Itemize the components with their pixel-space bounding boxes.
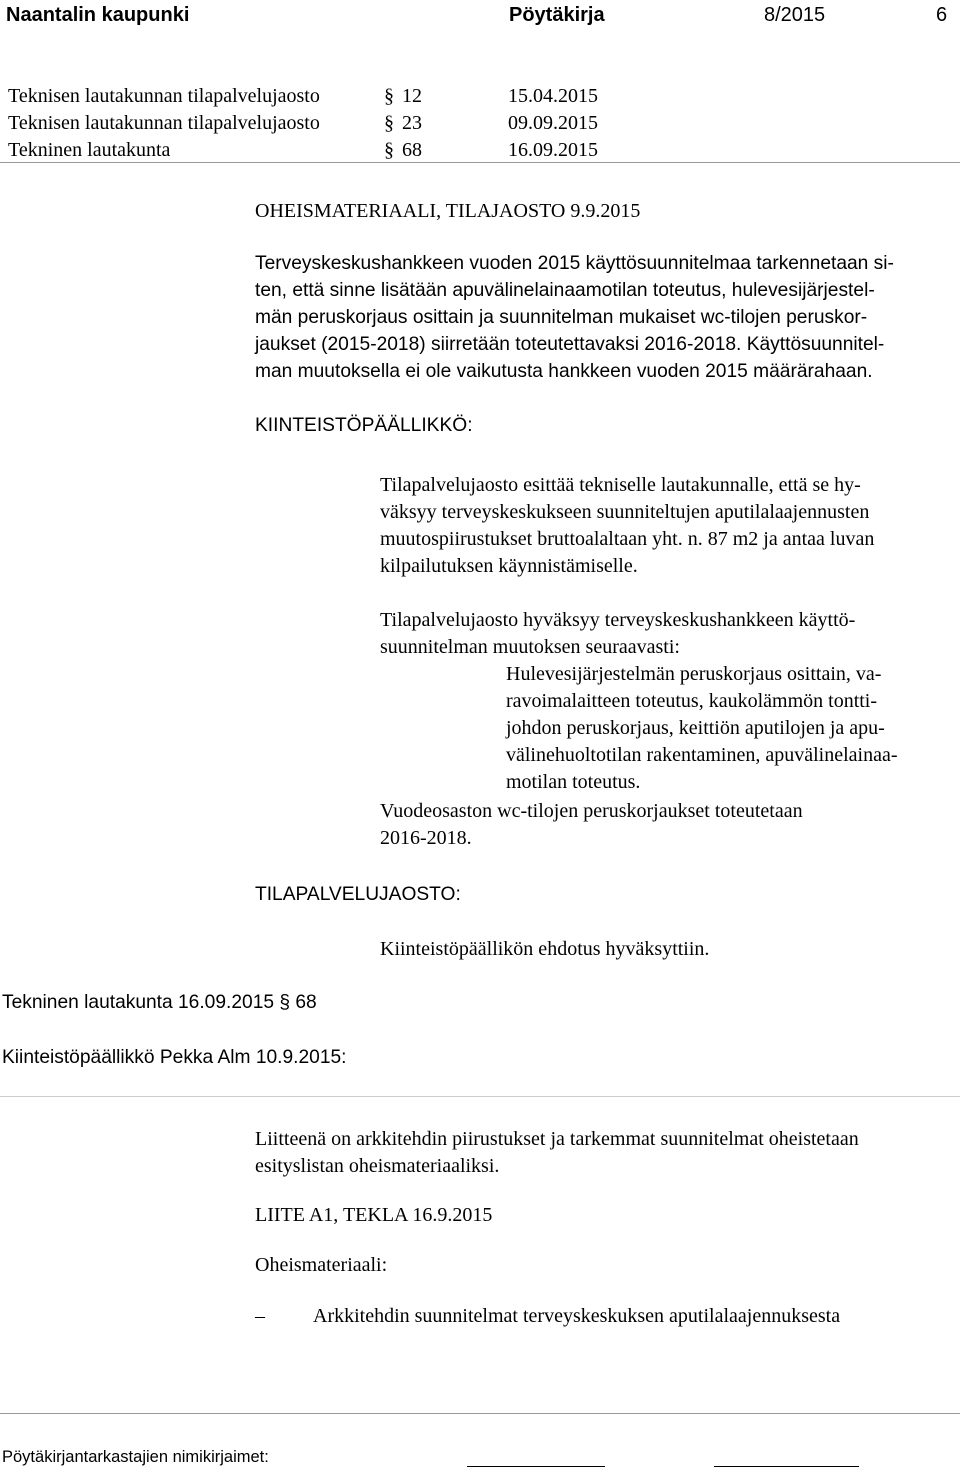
page-number: 6 xyxy=(936,4,948,26)
text-line: kilpailutuksen käynnistämiselle. xyxy=(380,555,638,577)
municipality-name: Naantalin kaupunki xyxy=(6,4,190,26)
board-reference: Tekninen lautakunta 16.09.2015 § 68 xyxy=(2,992,317,1013)
document-number: 8/2015 xyxy=(764,4,826,26)
text-line: Tilapalvelujaosto hyväksyy terveyskeskushankkeen käyttö- xyxy=(380,609,856,631)
text-line: man muutoksella ei ole vaikutusta hankkeen vuoden 2015 määrärahaan. xyxy=(255,361,873,382)
text-line: Hulevesijärjestelmän peruskorjaus osittain, va- xyxy=(506,663,882,685)
attachment-paragraph xyxy=(255,1126,859,1180)
section-symbol: § xyxy=(384,112,394,134)
text-line: motilan toteutus. xyxy=(506,771,641,793)
meeting-row xyxy=(8,83,948,110)
text-line: väksyy terveyskeskukseen suunniteltujen aputilalaajennusten xyxy=(380,501,870,523)
meeting-date: 09.09.2015 xyxy=(508,112,598,134)
document-type: Pöytäkirja xyxy=(509,4,605,26)
text-line: Terveyskeskushankkeen vuoden 2015 käyttösuunnitelmaa tarkennetaan si- xyxy=(255,253,894,274)
section-title: OHEISMATERIAALI, TILAJAOSTO 9.9.2015 xyxy=(255,200,641,222)
manager-reference: Kiinteistöpäällikkö Pekka Alm 10.9.2015: xyxy=(2,1047,347,1068)
proposal-paragraph xyxy=(380,472,874,580)
meeting-body: Teknisen lautakunnan tilapalvelujaosto xyxy=(8,112,320,134)
section-divider xyxy=(0,1096,960,1097)
text-line: Liitteenä on arkkitehdin piirustukset ja tarkemmat suunnitelmat oheistetaan xyxy=(255,1128,859,1150)
text-line: Tilapalvelujaosto esittää tekniselle lautakunnalle, että se hy- xyxy=(380,474,861,496)
meeting-body: Teknisen lautakunnan tilapalvelujaosto xyxy=(8,85,320,107)
meeting-row xyxy=(8,110,948,137)
manager-heading: KIINTEISTÖPÄÄLLIKKÖ: xyxy=(255,415,473,436)
section-symbol: § xyxy=(384,85,394,107)
list-item: Arkkitehdin suunnitelmat terveyskeskuksen aputilalaajennuksesta xyxy=(313,1305,841,1327)
committee-decision: Kiinteistöpäällikön ehdotus hyväksyttiin. xyxy=(380,938,710,960)
materials-heading: Oheismateriaali: xyxy=(255,1254,388,1276)
meeting-body: Tekninen lautakunta xyxy=(8,139,171,161)
section-number: 23 xyxy=(402,112,422,134)
section-symbol: § xyxy=(384,139,394,161)
text-line: välinehuoltotilan rakentaminen, apuvälinelainaa- xyxy=(506,744,898,766)
signatures-label: Pöytäkirjantarkastajien nimikirjaimet: xyxy=(2,1448,269,1466)
committee-heading: TILAPALVELUJAOSTO: xyxy=(255,884,461,905)
text-line: muutospiirustukset bruttoalaltaan yht. n. 87 m2 ja antaa luvan xyxy=(380,528,875,550)
text-line: esityslistan oheismateriaaliksi. xyxy=(255,1155,500,1177)
meeting-date: 15.04.2015 xyxy=(508,85,598,107)
attachment-reference: LIITE A1, TEKLA 16.9.2015 xyxy=(255,1204,493,1226)
approval-item-list xyxy=(506,661,898,796)
signature-line xyxy=(714,1466,859,1467)
text-line: jaukset (2015-2018) siirretään toteutettavaksi 2016-2018. Käyttösuunnitel- xyxy=(255,334,885,355)
text-line: män peruskorjaus osittain ja suunnitelman mukaiset wc-tilojen peruskor- xyxy=(255,307,868,328)
meeting-date: 16.09.2015 xyxy=(508,139,598,161)
approval-paragraph xyxy=(380,607,855,661)
text-line: ravoimalaitteen toteutus, kaukolämmön tontti- xyxy=(506,690,878,712)
meeting-row xyxy=(8,137,948,164)
text-line: johdon peruskorjaus, keittiön aputilojen ja apu- xyxy=(506,717,885,739)
text-line: suunnitelman muutoksen seuraavasti: xyxy=(380,636,680,658)
section-number: 68 xyxy=(402,139,422,161)
list-bullet: – xyxy=(255,1305,265,1327)
header-divider xyxy=(0,162,960,163)
signature-line xyxy=(467,1466,605,1467)
text-line: 2016-2018. xyxy=(380,827,472,849)
text-line: ten, että sinne lisätään apuvälinelainaamotilan toteutus, hulevesijärjestel- xyxy=(255,280,875,301)
approval-after xyxy=(380,798,803,852)
intro-paragraph xyxy=(255,250,894,385)
section-number: 12 xyxy=(402,85,422,107)
text-line: Vuodeosaston wc-tilojen peruskorjaukset toteutetaan xyxy=(380,800,803,822)
footer-divider xyxy=(0,1413,960,1414)
